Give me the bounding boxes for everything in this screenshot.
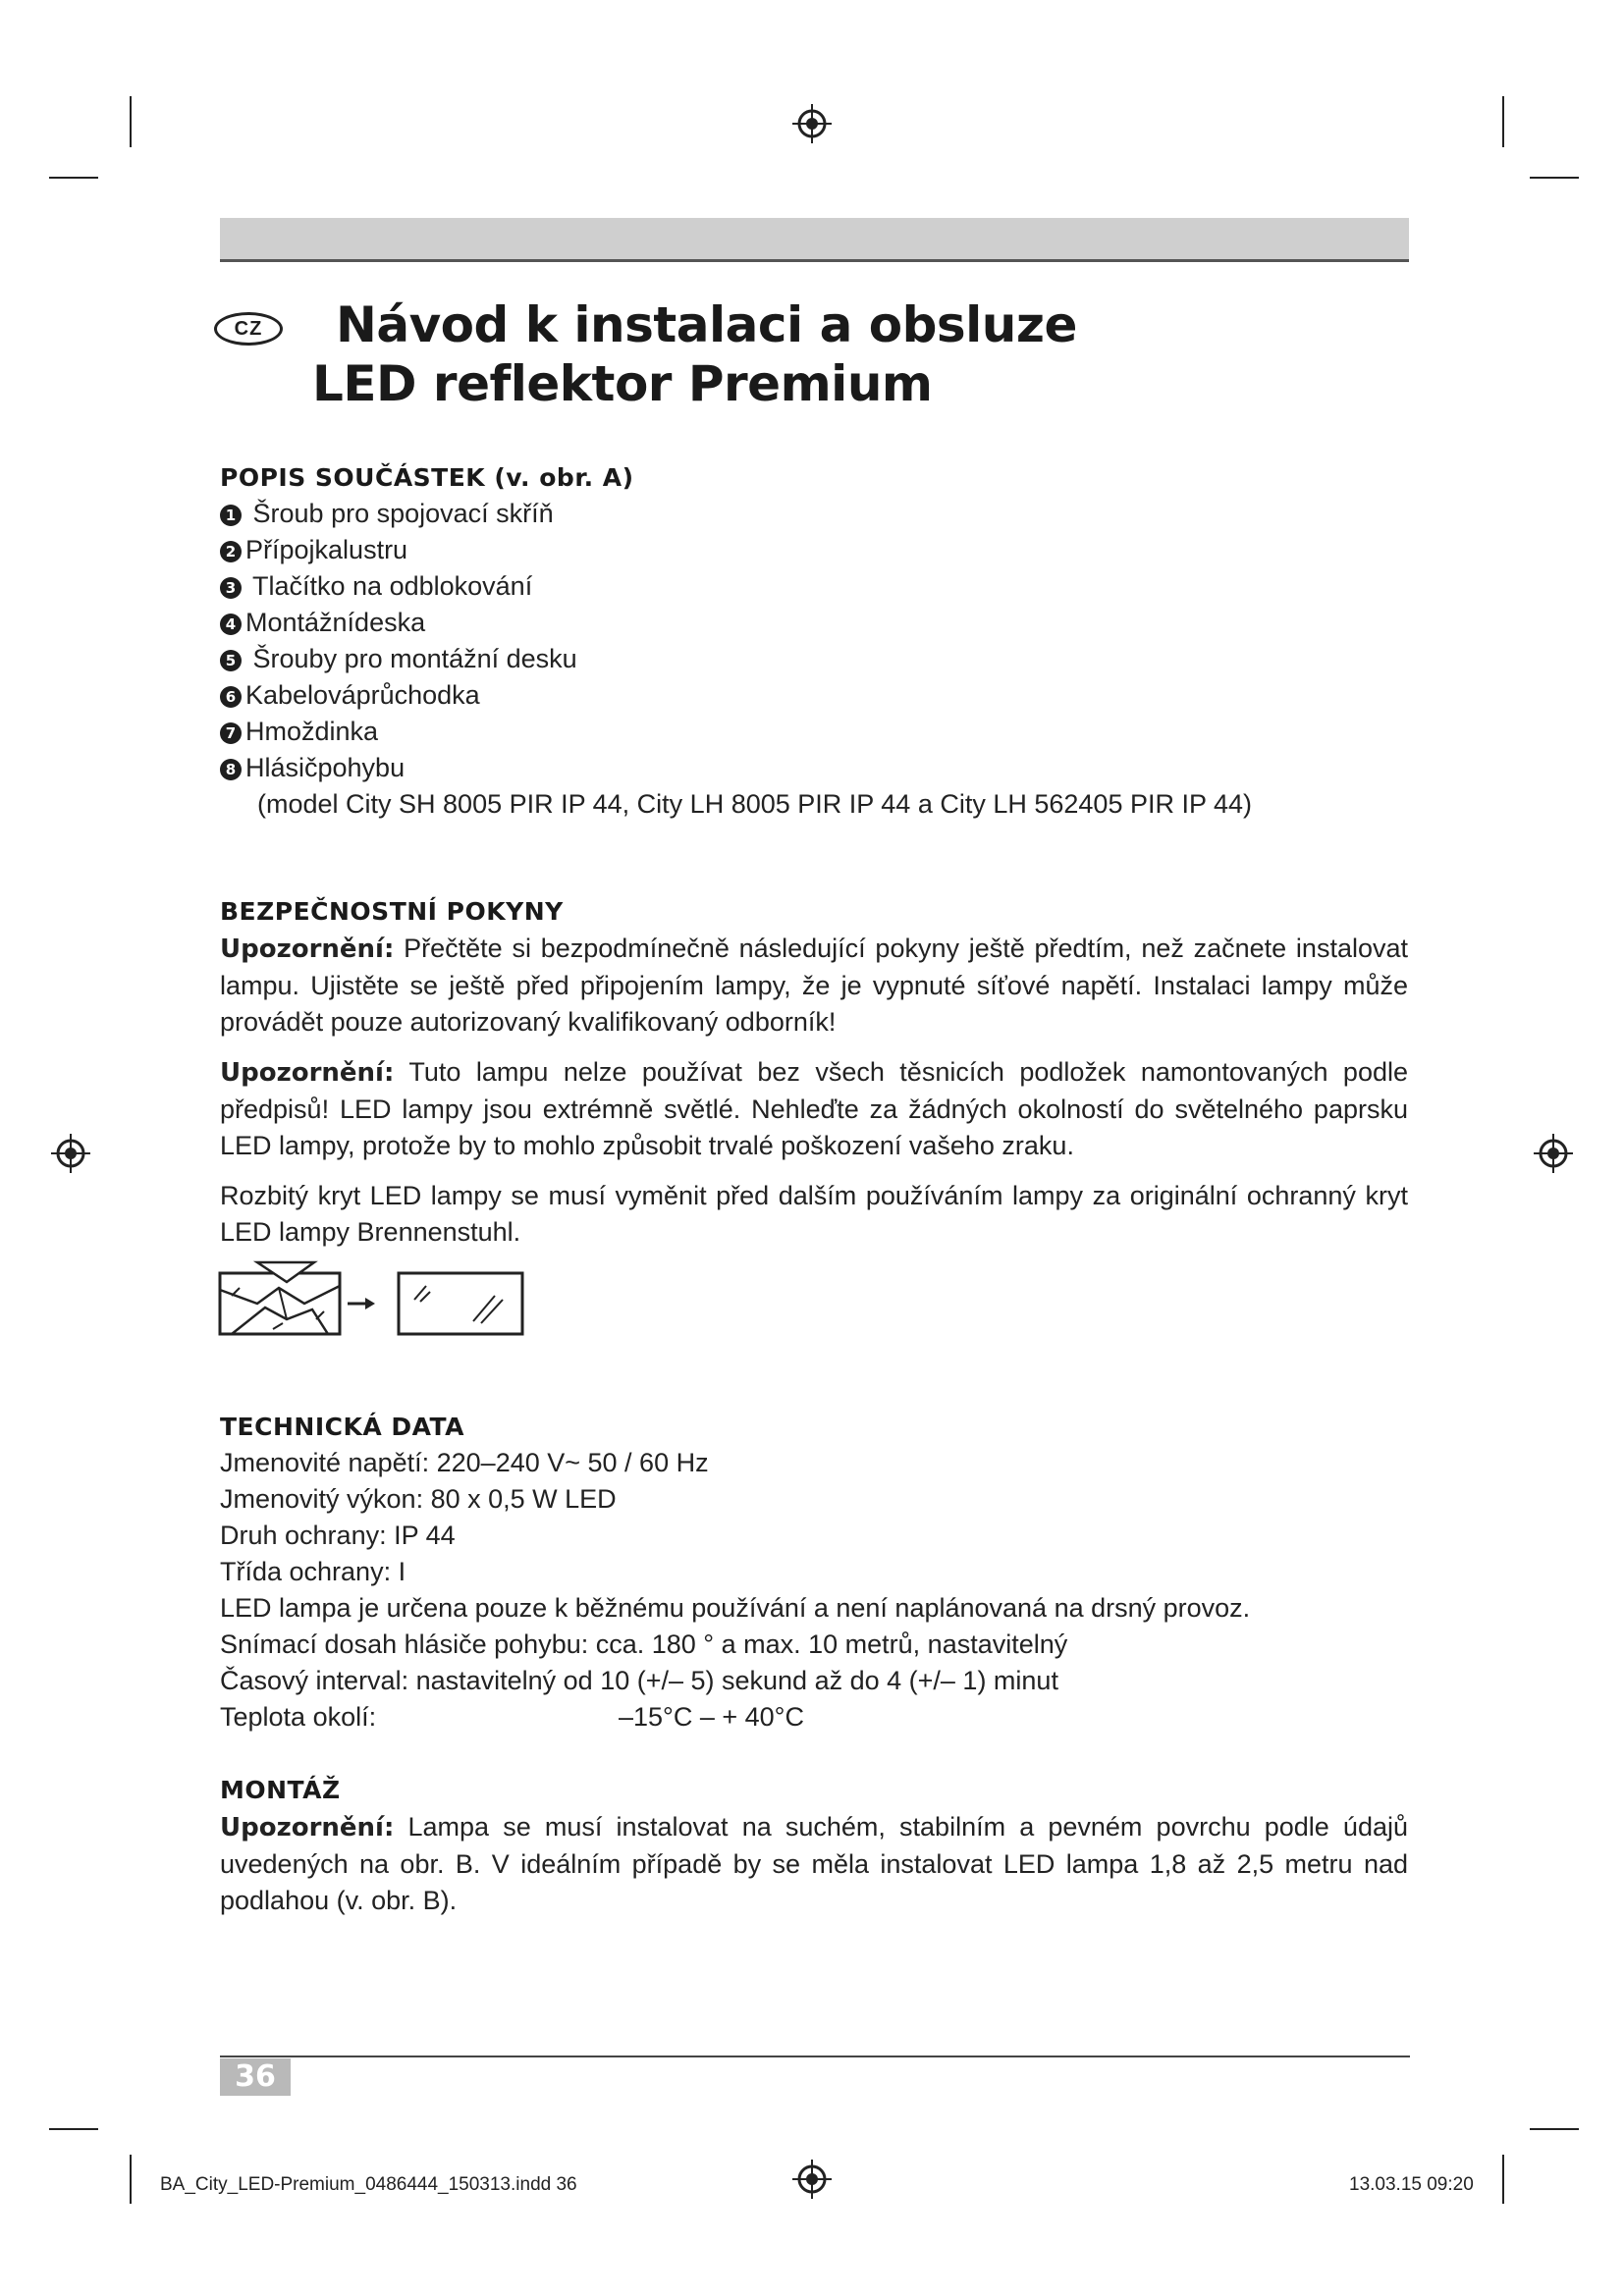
parts-heading: POPIS SOUČÁSTEK (v. obr. A): [220, 463, 634, 492]
crop-mark: [49, 177, 98, 179]
item-number-badge: 2: [220, 541, 242, 562]
item-number-badge: 3: [220, 577, 242, 599]
list-item: [220, 717, 378, 747]
item-number-badge: 1: [220, 505, 242, 526]
list-item: [220, 644, 577, 674]
item-number-badge: 7: [220, 722, 242, 744]
tech-line: Jmenovitý výkon: 80 x 0,5 W LED: [220, 1484, 617, 1514]
tech-line: LED lampa je určena pouze k běžnému používání a není naplánovaná na drsný provoz.: [220, 1593, 1251, 1623]
tech-line: Třída ochrany: I: [220, 1557, 406, 1586]
footer-timestamp: 13.03.15 09:20: [1349, 2174, 1474, 2195]
new-cover-icon: [399, 1273, 522, 1334]
warning-label: Upozornění:: [220, 934, 395, 964]
warning-label: Upozornění:: [220, 1813, 395, 1842]
crop-mark: [49, 2128, 98, 2130]
registration-mark-icon: [792, 2160, 832, 2199]
title-line-1: Návod k instalaci a obsluze: [336, 296, 1077, 353]
item-text: Montážnídeska: [245, 608, 426, 637]
footer-filename: BA_City_LED-Premium_0486444_150313.indd 36: [160, 2174, 577, 2195]
item-text: Přípojkalustru: [245, 535, 408, 564]
list-item: [220, 571, 532, 602]
paragraph-text: Lampa se musí instalovat na suchém, stabilním a pevném povrchu podle údajů uvedených na obr. B. V ideálním případě by se měla instalovat LED lampa 1,8 až 2,5 metru nad podlahou (v. obr. B).: [220, 1812, 1408, 1915]
paragraph-text: Přečtěte si bezpodmínečně následující pokyny ještě předtím, než začnete instalovat lampu. Ujistěte se ještě před připojením lampy, že je vypnuté síťové napětí. Instalaci lampy může provádět pouze autorizovaný kvalifikovaný odborník!: [220, 934, 1408, 1037]
crop-mark: [1502, 2155, 1504, 2204]
item-text: Hlásičpohybu: [245, 753, 406, 782]
tech-heading: TECHNICKÁ DATA: [220, 1413, 465, 1441]
tech-line: Časový interval: nastavitelný od 10 (+/– 5) sekund až do 4 (+/– 1) minut: [220, 1666, 1058, 1695]
crop-mark: [1502, 96, 1504, 147]
models-note: (model City SH 8005 PIR IP 44, City LH 8005 PIR IP 44 a City LH 562405 PIR IP 44): [257, 789, 1253, 819]
mount-paragraph: [220, 1809, 1408, 1919]
item-number-badge: 8: [220, 759, 242, 780]
list-item: [220, 535, 407, 565]
safety-paragraph-2: [220, 1054, 1408, 1164]
crop-mark: [1530, 177, 1579, 179]
registration-mark-icon: [1534, 1134, 1573, 1173]
mount-heading: MONTÁŽ: [220, 1776, 341, 1804]
item-text: Šrouby pro montážní desku: [252, 644, 577, 673]
registration-mark-icon: [792, 104, 832, 143]
crop-mark: [130, 2155, 132, 2204]
list-item: [220, 608, 425, 638]
temperature-label: Teplota okolí:: [220, 1702, 377, 1732]
glass-replacement-illustration: [218, 1260, 524, 1339]
warning-label: Upozornění:: [220, 1058, 395, 1088]
item-text: Šroub pro spojovací skříň: [252, 499, 554, 528]
arrow-right-icon: [348, 1298, 375, 1309]
title-line-2: LED reflektor Premium: [312, 355, 933, 412]
item-number-badge: 6: [220, 686, 242, 708]
crop-mark: [1530, 2128, 1579, 2130]
header-bar: [220, 218, 1409, 262]
tech-line: Snímací dosah hlásiče pohybu: cca. 180 ° a max. 10 metrů, nastavitelný: [220, 1629, 1068, 1659]
registration-mark-icon: [51, 1134, 90, 1173]
list-item: [220, 680, 480, 711]
item-text: Kabelováprůchodka: [245, 680, 480, 710]
list-item: [220, 753, 405, 783]
broken-cover-icon: [220, 1262, 340, 1334]
safety-heading: BEZPEČNOSTNÍ POKYNY: [220, 897, 564, 926]
safety-paragraph-3: Rozbitý kryt LED lampy se musí vyměnit před dalším používáním lampy za originální ochranný kryt LED lampy Brennenstuhl.: [220, 1181, 1408, 1247]
language-code: CZ: [234, 317, 263, 340]
list-item: [220, 499, 554, 529]
paragraph-text: Tuto lampu nelze používat bez všech těsnicích podložek namontovaných podle předpisů! LED lampy jsou extrémně světlé. Nehleďte za žádných okolností do světelného paprsku LED lampy, protože by to mohlo způsobit trvalé poškození vašeho zraku.: [220, 1057, 1408, 1160]
item-text: Tlačítko na odblokování: [252, 571, 533, 601]
item-number-badge: 4: [220, 614, 242, 635]
crop-mark: [130, 96, 132, 147]
temperature-value: –15°C – + 40°C: [619, 1702, 804, 1732]
language-badge: [214, 312, 283, 346]
safety-paragraph-1: [220, 931, 1408, 1041]
footer-rule: [220, 2056, 1410, 2057]
tech-line: Jmenovité napětí: 220–240 V~ 50 / 60 Hz: [220, 1448, 709, 1477]
item-text: Hmoždinka: [245, 717, 379, 746]
page-number: 36: [220, 2058, 291, 2096]
tech-line: Druh ochrany: IP 44: [220, 1521, 456, 1550]
item-number-badge: 5: [220, 650, 242, 671]
